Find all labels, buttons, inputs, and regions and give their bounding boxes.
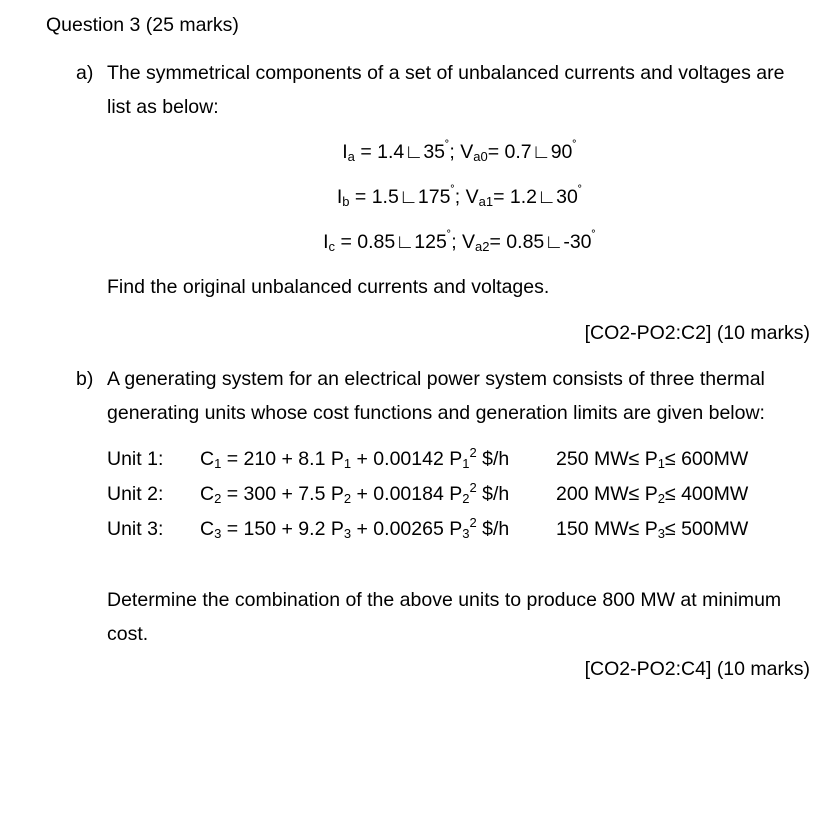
part-a-text-line2: list as below:	[107, 96, 219, 118]
part-a-label: a)	[76, 62, 94, 84]
part-b-instruction-line1: Determine the combination of the above units to produce 800 MW at minimum	[107, 589, 782, 611]
unit-3-limit: 150 $MW\le P_3\le 500MW$	[556, 518, 749, 541]
equation-1: $I_a$ = 1.4∟35˚; $V_{a0}=$ 0.7∟90˚	[342, 138, 577, 164]
unit-2-cost: $C_2 = 300 + 7.5$ $P_2 + 0.00184$ $P_2^2$ $/h	[200, 480, 510, 506]
unit-3-label: Unit 3:	[107, 518, 164, 540]
unit-2-limit: 200 $MW\le P_2\le 400MW$	[556, 483, 749, 506]
part-a-instruction: Find the original unbalanced currents and voltages.	[107, 276, 550, 298]
unit-1-label: Unit 1:	[107, 448, 164, 470]
part-a-text-line1: The symmetrical components of a set of unbalanced currents and voltages are	[107, 62, 785, 84]
part-b-marks: [CO2-PO2:C4] (10 marks)	[584, 658, 810, 680]
part-b-text-line1: A generating system for an electrical power system consists of three thermal	[107, 368, 765, 390]
part-b-label: b)	[76, 368, 94, 390]
unit-2-label: Unit 2:	[107, 483, 164, 505]
unit-1-cost: $C_1 = 210 + 8.1$ $P_1 + 0.00142$ $P_1^2$ $/h	[200, 445, 510, 471]
equation-3: $I_c$ = 0.85∟125˚; $V_{a2}=$ 0.85∟-30˚	[323, 228, 596, 254]
equation-2: $I_b$ = 1.5∟175˚; $V_{a1}=$ 1.2∟30˚	[336, 183, 583, 209]
part-b-text-line2: generating units whose cost functions and generation limits are given below:	[107, 402, 765, 424]
unit-1-limit: 250 $MW\le P_1\le 600MW$	[556, 448, 749, 471]
unit-3-cost: $C_3 = 150 + 9.2$ $P_3 + 0.00265$ $P_3^2$ $/h	[200, 515, 510, 541]
part-b-instruction-line2: cost.	[107, 623, 149, 645]
part-a-marks: [CO2-PO2:C2] (10 marks)	[584, 322, 810, 344]
question-title: Question 3 (25 marks)	[46, 14, 239, 36]
